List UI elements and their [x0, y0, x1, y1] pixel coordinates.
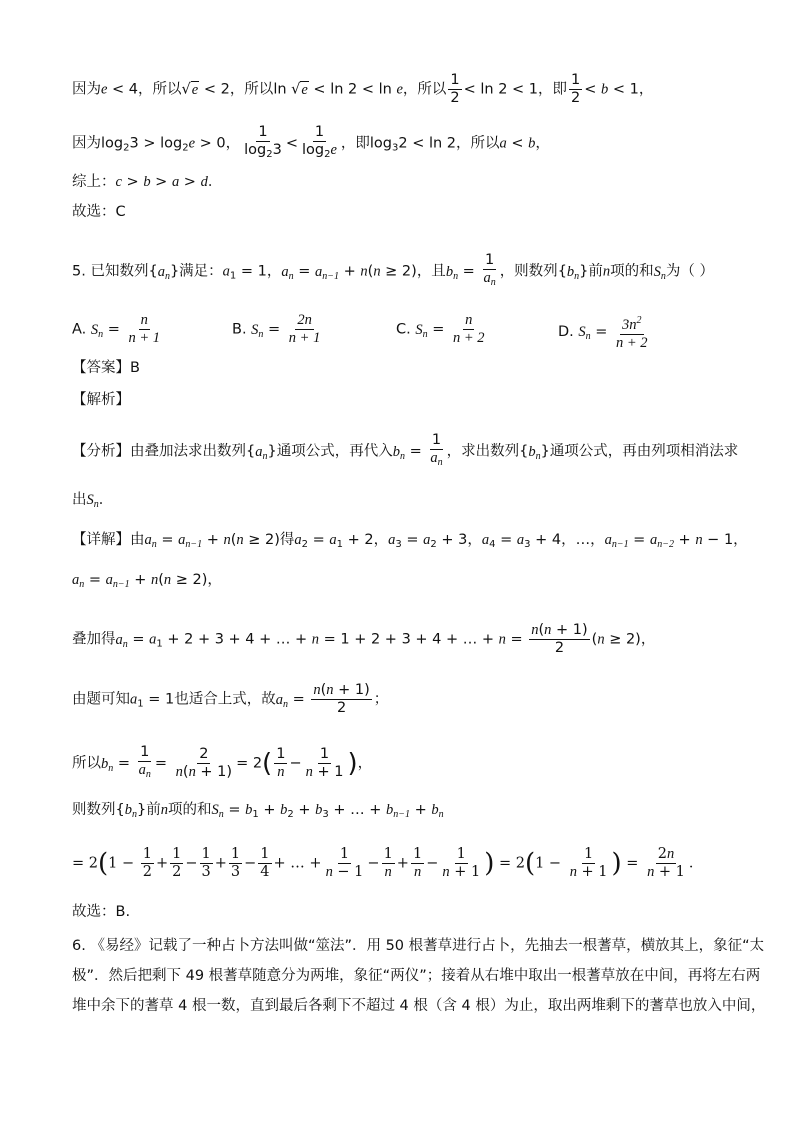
- option-b[interactable]: B. $S_n$ = $\frac{2n}{n + 1}$: [232, 312, 321, 346]
- answer-line-4: 故选：C: [72, 204, 126, 220]
- question-5: 5. 已知数列$\{a_n\}$满足：$a_1 = 1$，$a_n = a_{n-1} + n(n \ge 2)$，且$b_n$ = $\frac{1}{a_n}$ ，则数列$\{b_n\}$前n项的和$S_n$为（ ）: [72, 252, 715, 288]
- sum-line: 叠加得$a_n = a_1 + 2 + 3 + 4$ + … + n = 1 + 2 + 3 + 4 + … + n = $\frac{n(n + 1)}{2}$ (n ≥ 2)，: [72, 622, 656, 656]
- option-c[interactable]: C. $S_n$ = $\frac{n}{n + 2}$: [396, 312, 485, 346]
- telescoping-line: = 2(1 − $\frac{1}{2}$ + $\frac{1}{2}$ − $\frac{1}{3}$ + $\frac{1}{3}$ − $\frac{1}{4}$ + … + $\frac{1}{n - 1}$ − $\frac{1}{n}$ + $\frac{1}{n}$ − $\frac{1}{n + 1}$ ) = 2(1 − $\frac{1}{n + 1}$ ) = $\frac{2n}{n + 1}$ ．: [72, 846, 704, 880]
- answer-line: 【答案】B: [72, 360, 140, 376]
- analysis-line-1: 【分析】由叠加法求出数列$\{a_n\}$通项公式，再代入$b_n$ = $\frac{1}{a_n}$ ，求出数列$\{b_n\}$通项公式，再由列项相消法求: [72, 432, 739, 468]
- answer-b-line: 故选：B.: [72, 904, 131, 920]
- so-line: 所以$b_n$ = $\frac{1}{a_n}$ = $\frac{2}{n(n + 1)}$ = 2( $\frac{1}{n}$ − $\frac{1}{n + 1}$ )，: [72, 744, 373, 780]
- question-6-line-2: 极”．然后把剩下 49 根蓍草随意分为两堆，象征“两仪”；接着从右堆中取出一根蓍草放在中间，再将左右两: [72, 968, 761, 984]
- question-6-line-1: 6. 《易经》记载了一种占卜方法叫做“筮法”．用 50 根蓍草进行占卜，先抽去一根蓍草，横放其上，象征“太: [72, 938, 765, 954]
- seq-line: 则数列$\{b_n\}$前n项的和$S_n = b_1 + b_2 + b_3$ + … + $b_{n-1} + b_n$: [72, 802, 444, 820]
- line-3: 综上：c > b > a > d．: [72, 174, 223, 190]
- analysis-line-2: 出$S_n$．: [72, 492, 114, 510]
- option-d[interactable]: D. $S_n$ = $\frac{3n^2}{n + 2}$: [558, 312, 652, 352]
- question-6-line-3: 堆中余下的蓍草 4 根一数，直到最后各剩下不超过 4 根（含 4 根）为止，取出两堆剩下的蓍草也放入中间，: [72, 998, 766, 1014]
- known-line: 由题可知$a_1 = 1$也适合上式，故$a_n$ = $\frac{n(n + 1)}{2}$ ；: [72, 682, 389, 716]
- analysis-label: 【解析】: [72, 392, 130, 408]
- line-2: 因为$\log_23 > \log_2e > 0$， $\frac{1}{\log_23}$ < $\frac{1}{\log_2e}$ ，即$\log_32 < \ln 2$，所以a < b，: [72, 124, 550, 160]
- detail-line-2: $a_n = a_{n-1} + n(n \ge 2)$，: [72, 572, 222, 590]
- option-a[interactable]: A. $S_n$ = $\frac{n}{n + 1}$: [72, 312, 161, 346]
- detail-line-1: 【详解】由$a_n = a_{n-1} + n(n \ge 2)$得$a_2 = a_1 + 2$，$a_3 = a_2 + 3$，$a_4 = a_3 + 4$，…，$a_{n-1} = a_{n-2} + n - 1$，: [72, 532, 748, 550]
- line-1: 因为e < 4，所以√e < 2，所以ln √e < ln 2 < ln e，所以 $\frac{1}{2}$ < ln 2 < 1，即 $\frac{1}{2}$ < b < 1，: [72, 72, 654, 106]
